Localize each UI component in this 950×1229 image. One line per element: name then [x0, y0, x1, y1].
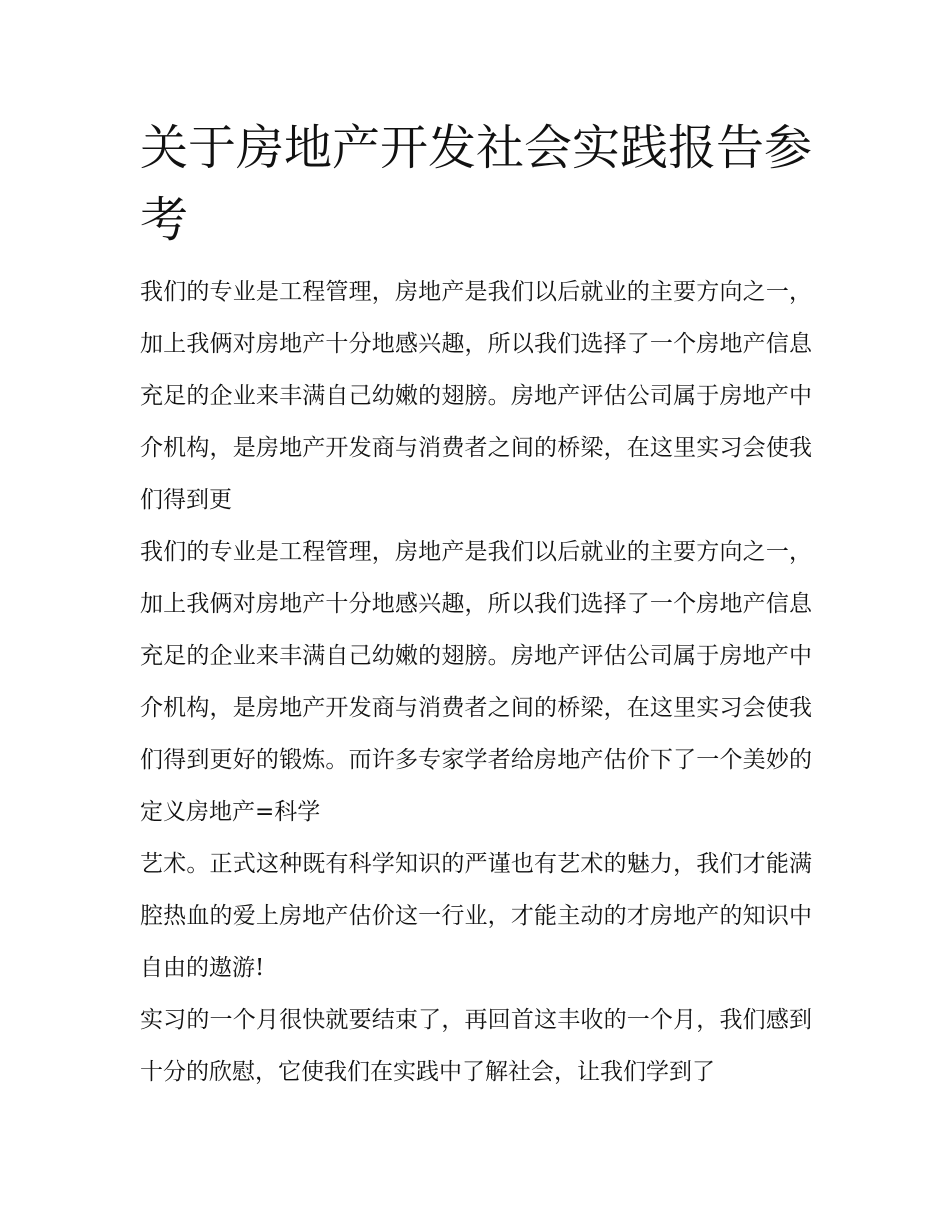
paragraph-2: 我们的专业是工程管理，房地产是我们以后就业的主要方向之一，加上我俩对房地产十分地感兴趣，所以我们选择了一个房地产信息充足的企业来丰满自己幼嫩的翅膀。房地产评估公司属于房地产中介机构，是房地产开发商与消费者之间的桥梁，在这里实习会使我们得到更好的锻炼。而许多专家学者给房地产估价下了一个美妙的定义房地产=科学	[140, 539, 812, 825]
document-title: 关于房地产开发社会实践报告参考	[140, 120, 813, 248]
paragraph-1: 我们的专业是工程管理，房地产是我们以后就业的主要方向之一，加上我俩对房地产十分地感兴趣，所以我们选择了一个房地产信息充足的企业来丰满自己幼嫩的翅膀。房地产评估公司属于房地产中介机构，是房地产开发商与消费者之间的桥梁，在这里实习会使我们得到更	[140, 279, 812, 513]
document-body	[140, 112, 812, 1098]
paragraph-3: 艺术。正式这种既有科学知识的严谨也有艺术的魅力，我们才能满腔热血的爱上房地产估价这一行业，才能主动的才房地产的知识中自由的遨游!	[140, 851, 812, 981]
paragraph-4: 实习的一个月很快就要结束了，再回首这丰收的一个月，我们感到十分的欣慰，它使我们在实践中了解社会，让我们学到了	[140, 1007, 812, 1085]
